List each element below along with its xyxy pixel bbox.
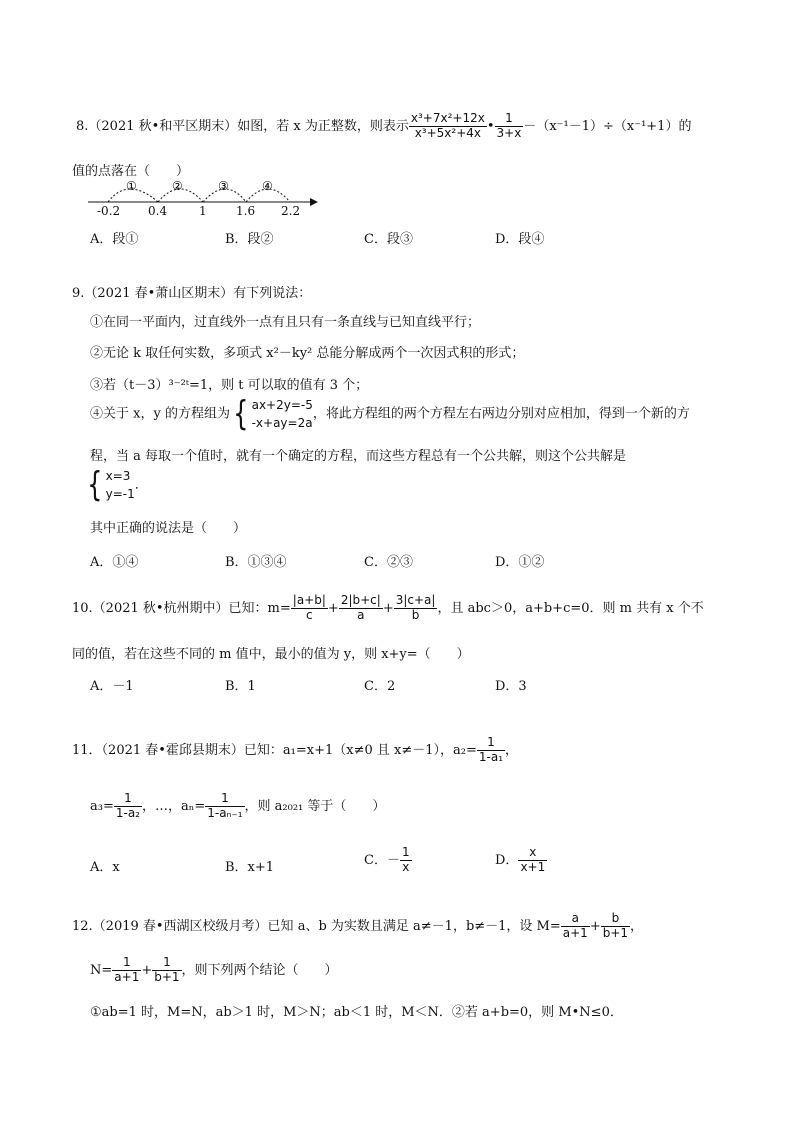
- q8-option-d[interactable]: D．段④: [495, 232, 545, 247]
- q8-number-line: [88, 176, 348, 216]
- left-brace-icon: {: [87, 465, 103, 505]
- q8-fraction-1: $\frac{\text{x³+7x²+12x}}{\text{x³+5x²+4x}}$: [410, 111, 485, 140]
- q8-tick-label: 0.4: [148, 204, 168, 218]
- q9-common-solution: { x=3 y=-1 ．: [87, 465, 148, 505]
- q8-tick-label: 1.6: [236, 204, 256, 218]
- q12-line3: ①ab=1 时，M=N，ab＞1 时，M＞N；ab＜1 时，M＜N．②若 a+b=0，则 M•N≤0．: [90, 1005, 623, 1020]
- q8-option-c[interactable]: C．段③: [364, 232, 413, 247]
- q8-fraction-2: $\frac{1}{3+x}$: [496, 111, 522, 140]
- q8-segment-3: ③: [218, 179, 229, 193]
- q9-statement-1: ①在同一平面内，过直线外一点有且只有一条直线与已知直线平行；: [90, 315, 481, 330]
- q11-option-c[interactable]: C．－ $\frac{1}{x}$: [364, 845, 410, 874]
- q9-title: 9.（2021 春•萧山区期末）有下列说法：: [72, 286, 312, 301]
- q12-line1: 12.（2019 春•西湖区校级月考）已知 a、b 为实数且满足 a≠－1，b≠－1，设 M= $\frac{a}{a+1}$ + $\frac{b}{b+1}$ ，: [72, 911, 644, 940]
- q8-line2: 值的点落在（ ）: [72, 164, 190, 179]
- q11-line2: a₃= $\frac{1}{\text{1-a₂}}$ ，…，aₙ= $\frac{1}{\text{1-aₙ₋₁}}$ ，则 a₂₀₂₁ 等于（ ）: [90, 791, 386, 820]
- q8-suffix: －（x⁻¹－1）÷（x⁻¹+1）的: [523, 118, 692, 134]
- q9-equation-system: ax+2y=-5 -x+ay=2a: [251, 398, 313, 430]
- q11-line1: 11．（2021 春•霍邱县期末）已知：a₁=x+1（x≠0 且 x≠－1），a₂= $\frac{1}{\text{1-a₁}}$ ，: [72, 735, 519, 764]
- q9-option-c[interactable]: C．②③: [364, 555, 413, 570]
- q8-option-a[interactable]: A．段①: [90, 232, 139, 247]
- left-brace-icon: {: [233, 394, 249, 434]
- q12-line2: N= $\frac{1}{a+1}$ + $\frac{1}{b+1}$ ，则下列两个结论（ ）: [90, 955, 338, 984]
- q10-option-d[interactable]: D．3: [495, 679, 527, 694]
- q9-statement-3: ③若（t－3）³⁻²ᵗ=1，则 t 可以取的值有 3 个；: [90, 378, 369, 393]
- q8-segment-4: ④: [262, 179, 273, 193]
- q9-statement-4: ④关于 x，y 的方程组为{ ax+2y=-5 -x+ay=2a ，将此方程组的两个方程左右两边分别对应相加，得到一个新的方: [90, 394, 690, 434]
- q11-option-d[interactable]: D． $\frac{x}{x+1}$: [495, 845, 546, 874]
- q9-option-a[interactable]: A．①④: [90, 555, 139, 570]
- q8-tick-label: -0.2: [97, 204, 121, 218]
- q10-line1: 10.（2021 秋•杭州期中）已知：m= $\frac{|a+b|}{c}$ + $\frac{2|b+c|}{a}$ + $\frac{3|c+a|}{b}$ ，且 abc＞0，a+b+c=0．则 m 共有 x 个不: [72, 593, 704, 622]
- q8-segment-2: ②: [172, 179, 183, 193]
- q10-option-a[interactable]: A．－1: [90, 679, 134, 694]
- q8-tick-label: 2.2: [281, 204, 301, 218]
- q9-statement-2: ②无论 k 取任何实数，多项式 x²－ky² 总能分解成两个一次因式积的形式；: [90, 346, 525, 361]
- q8-tick-label: 1: [199, 204, 207, 218]
- q8-segment-1: ①: [126, 179, 137, 193]
- q8-prefix: 8.（2021 秋•和平区期末）如图，若 x 为正整数，则表示: [76, 118, 409, 134]
- q9-question: 其中正确的说法是（ ）: [90, 521, 247, 536]
- q10-option-c[interactable]: C．2: [364, 679, 396, 694]
- q11-option-a[interactable]: A．x: [90, 860, 120, 875]
- q8-option-b[interactable]: B．段②: [225, 232, 274, 247]
- q8-dot: •: [486, 118, 495, 134]
- q10-option-b[interactable]: B．1: [225, 679, 256, 694]
- q8-line1: [76, 112, 691, 141]
- q9-statement-4-line2: 程，当 a 每取一个值时，就有一个确定的方程，而这些方程总有一个公共解，则这个公共解是: [90, 449, 627, 464]
- q9-option-d[interactable]: D．①②: [495, 555, 545, 570]
- q10-line2: 同的值，若在这些不同的 m 值中，最小的值为 y，则 x+y=（ ）: [72, 647, 470, 662]
- q11-option-b[interactable]: B．x+1: [225, 860, 275, 875]
- q9-option-b[interactable]: B．①③④: [225, 555, 287, 570]
